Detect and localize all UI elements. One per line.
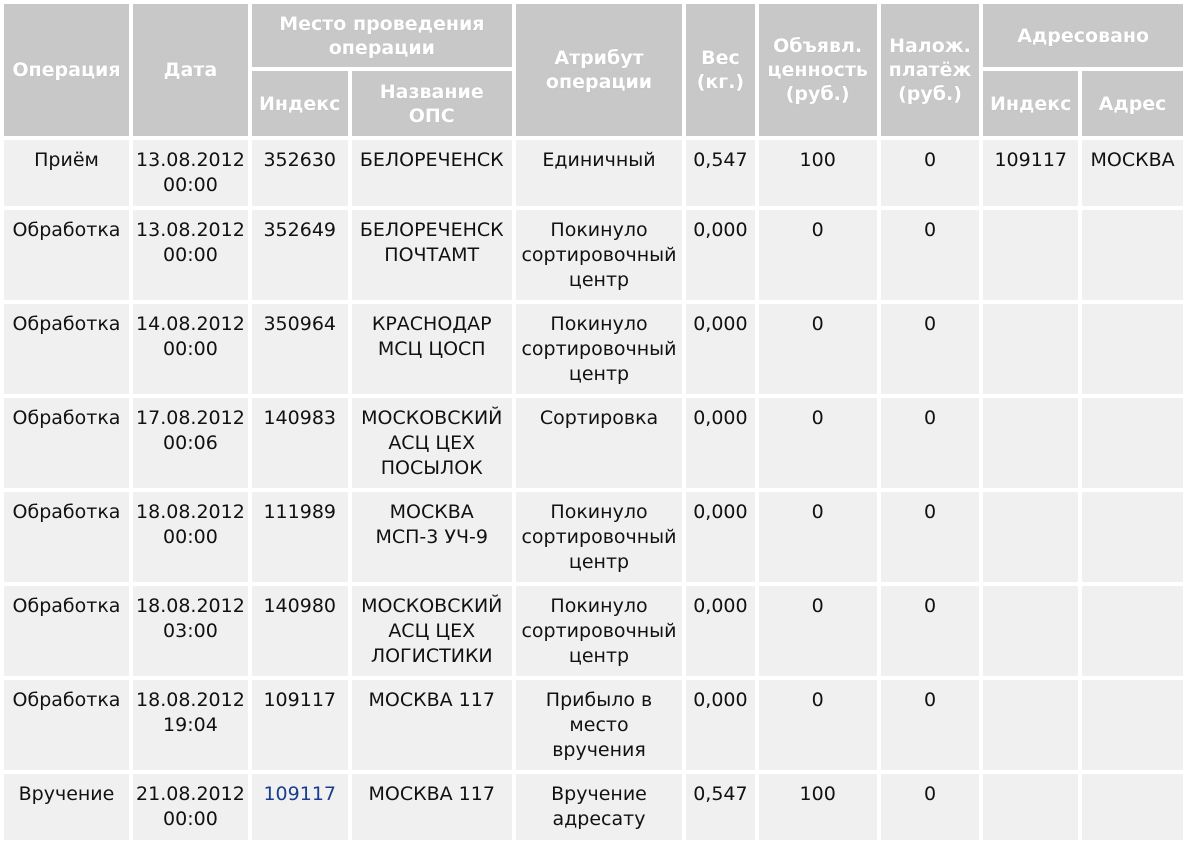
cell-attribute: Покинуло сортировочный центр xyxy=(516,586,682,676)
header-declared-value: Объявл. ценность (руб.) xyxy=(759,4,877,136)
cell-ops-name: БЕЛОРЕЧЕНСК ПОЧТАМТ xyxy=(352,210,512,300)
header-operation: Операция xyxy=(4,4,129,136)
cell-weight: 0,000 xyxy=(686,680,755,770)
cell-declared-value: 0 xyxy=(759,398,877,488)
cell-weight: 0,000 xyxy=(686,304,755,394)
cell-ops-name: МОСКВА МСП-3 УЧ-9 xyxy=(352,492,512,582)
cell-cod: 0 xyxy=(881,140,980,206)
table-row xyxy=(4,210,1183,300)
cell-date: 13.08.2012 00:00 xyxy=(133,210,248,300)
index-link[interactable]: 109117 xyxy=(263,783,336,805)
cell-index: 352649 xyxy=(252,210,348,300)
cell-operation: Обработка xyxy=(4,492,129,582)
table-row xyxy=(4,586,1183,676)
cell-cod: 0 xyxy=(881,304,980,394)
cell-cod: 0 xyxy=(881,398,980,488)
cell-weight: 0,547 xyxy=(686,774,755,840)
cell-dest-index: 109117 xyxy=(983,140,1078,206)
header-place-index: Индекс xyxy=(252,71,348,136)
cell-ops-name: КРАСНОДАР МСЦ ЦОСП xyxy=(352,304,512,394)
table-row xyxy=(4,680,1183,770)
header-place-name: Название ОПС xyxy=(352,71,512,136)
cell-cod: 0 xyxy=(881,774,980,840)
cell-cod: 0 xyxy=(881,680,980,770)
cell-dest-address xyxy=(1082,774,1183,840)
cell-attribute: Вручение адресату xyxy=(516,774,682,840)
table-row xyxy=(4,774,1183,840)
cell-date: 21.08.2012 00:00 xyxy=(133,774,248,840)
cell-dest-address xyxy=(1082,210,1183,300)
cell-date: 13.08.2012 00:00 xyxy=(133,140,248,206)
cell-attribute: Покинуло сортировочный центр xyxy=(516,492,682,582)
cell-dest-index xyxy=(983,680,1078,770)
cell-attribute: Покинуло сортировочный центр xyxy=(516,210,682,300)
cell-operation: Обработка xyxy=(4,210,129,300)
cell-dest-address xyxy=(1082,304,1183,394)
cell-ops-name: МОСКВА 117 xyxy=(352,774,512,840)
table-row xyxy=(4,140,1183,206)
cell-cod: 0 xyxy=(881,492,980,582)
header-place: Место проведения операции xyxy=(252,4,512,67)
cell-dest-index xyxy=(983,210,1078,300)
cell-index: 109117 xyxy=(252,680,348,770)
cell-declared-value: 0 xyxy=(759,304,877,394)
cell-dest-index xyxy=(983,774,1078,840)
cell-index: 350964 xyxy=(252,304,348,394)
cell-declared-value: 100 xyxy=(759,774,877,840)
cell-operation: Обработка xyxy=(4,680,129,770)
cell-date: 18.08.2012 03:00 xyxy=(133,586,248,676)
cell-attribute: Покинуло сортировочный центр xyxy=(516,304,682,394)
cell-weight: 0,000 xyxy=(686,492,755,582)
cell-attribute: Сортировка xyxy=(516,398,682,488)
cell-declared-value: 100 xyxy=(759,140,877,206)
table-row xyxy=(4,398,1183,488)
cell-ops-name: МОСКВА 117 xyxy=(352,680,512,770)
cell-index xyxy=(252,774,348,840)
cell-dest-index xyxy=(983,586,1078,676)
cell-index: 352630 xyxy=(252,140,348,206)
cell-operation: Приём xyxy=(4,140,129,206)
cell-declared-value: 0 xyxy=(759,680,877,770)
cell-index: 140980 xyxy=(252,586,348,676)
cell-dest-address xyxy=(1082,492,1183,582)
cell-dest-index xyxy=(983,492,1078,582)
cell-date: 18.08.2012 00:00 xyxy=(133,492,248,582)
cell-cod: 0 xyxy=(881,210,980,300)
table-row xyxy=(4,492,1183,582)
cell-dest-address xyxy=(1082,398,1183,488)
cell-weight: 0,547 xyxy=(686,140,755,206)
cell-dest-index xyxy=(983,398,1078,488)
cell-operation: Обработка xyxy=(4,586,129,676)
table-body xyxy=(4,140,1183,840)
cell-date: 14.08.2012 00:00 xyxy=(133,304,248,394)
cell-declared-value: 0 xyxy=(759,586,877,676)
cell-ops-name: МОСКОВСКИЙ АСЦ ЦЕХ ПОСЫЛОК xyxy=(352,398,512,488)
cell-dest-address: МОСКВА xyxy=(1082,140,1183,206)
cell-dest-address xyxy=(1082,586,1183,676)
cell-operation: Обработка xyxy=(4,398,129,488)
table-row xyxy=(4,304,1183,394)
cell-date: 17.08.2012 00:06 xyxy=(133,398,248,488)
cell-date: 18.08.2012 19:04 xyxy=(133,680,248,770)
cell-weight: 0,000 xyxy=(686,210,755,300)
cell-ops-name: МОСКОВСКИЙ АСЦ ЦЕХ ЛОГИСТИКИ xyxy=(352,586,512,676)
header-addr-address: Адрес xyxy=(1082,71,1183,136)
cell-index: 111989 xyxy=(252,492,348,582)
cell-weight: 0,000 xyxy=(686,586,755,676)
cell-dest-index xyxy=(983,304,1078,394)
header-weight: Вес (кг.) xyxy=(686,4,755,136)
cell-attribute: Единичный xyxy=(516,140,682,206)
cell-declared-value: 0 xyxy=(759,210,877,300)
header-cod: Налож. платёж (руб.) xyxy=(881,4,980,136)
cell-weight: 0,000 xyxy=(686,398,755,488)
cell-cod: 0 xyxy=(881,586,980,676)
cell-attribute: Прибыло в место вручения xyxy=(516,680,682,770)
cell-operation: Вручение xyxy=(4,774,129,840)
table-header xyxy=(4,4,1183,136)
header-addr-index: Индекс xyxy=(983,71,1078,136)
cell-dest-address xyxy=(1082,680,1183,770)
cell-declared-value: 0 xyxy=(759,492,877,582)
cell-ops-name: БЕЛОРЕЧЕНСК xyxy=(352,140,512,206)
cell-operation: Обработка xyxy=(4,304,129,394)
cell-index: 140983 xyxy=(252,398,348,488)
header-date: Дата xyxy=(133,4,248,136)
header-attribute: Атрибут операции xyxy=(516,4,682,136)
header-addressed: Адресовано xyxy=(983,4,1183,67)
